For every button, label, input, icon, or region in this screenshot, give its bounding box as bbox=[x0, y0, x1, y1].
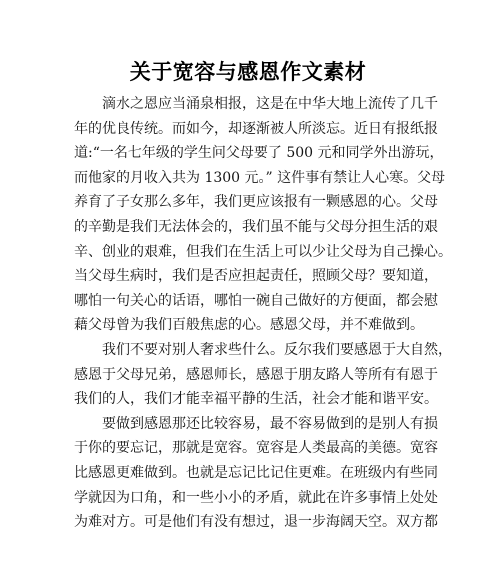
paragraph-line: 感恩于父母兄弟，感恩师长，感恩于朋友路人等所有有恩于 bbox=[74, 366, 438, 383]
paragraph-line: 养育了子女那么多年，我们更应该报有一颗感恩的心。父母 bbox=[74, 194, 438, 211]
document-body bbox=[74, 92, 452, 535]
paragraph-line: 比感恩更难做到。也就是忘记比记住更难。在班级内有些同 bbox=[74, 464, 438, 481]
paragraph-line: 年的优良传统。而如今，却逐渐被人所淡忘。近日有报纸报 bbox=[74, 120, 438, 137]
paragraph-line: 辛、创业的艰难，但我们在生活上可以少让父母为自己操心。 bbox=[74, 243, 452, 260]
paragraph-line: 要做到感恩那还比较容易，最不容易做到的是别人有损 bbox=[102, 415, 438, 432]
paragraph-line: 我们的人，我们才能幸福平静的生活，社会才能和谐平安。 bbox=[74, 391, 438, 408]
page-title: 关于宽容与感恩作文素材 bbox=[129, 59, 367, 84]
paragraph-line: 哪怕一句关心的话语，哪怕一碗自己做好的方便面，都会慰 bbox=[74, 292, 438, 309]
paragraph-line: 滴水之恩应当涌泉相报，这是在中华大地上流传了几千 bbox=[102, 96, 438, 112]
paragraph-line: 而他家的月收入共为 1300 元。” 这件事有禁让人心寒。父母 bbox=[74, 169, 446, 186]
paragraph-line: 藉父母曾为我们百般焦虑的心。感恩父母，并不难做到。 bbox=[74, 317, 424, 334]
paragraph-line: 道:“一名七年级的学生问父母要了 500 元和同学外出游玩， bbox=[74, 145, 444, 162]
paragraph-line: 为难对方。可是他们有没有想过，退一步海阔天空。双方都 bbox=[74, 514, 438, 531]
paragraph-line: 我们不要对别人奢求些什么。反尔我们要感恩于大自然， bbox=[102, 341, 452, 358]
paragraph-line: 学就因为口角，和一些小小的矛盾，就此在许多事情上处处 bbox=[74, 489, 438, 506]
paragraph-line: 当父母生病时，我们是否应担起责任，照顾父母？要知道， bbox=[74, 268, 438, 285]
paragraph-line: 于你的要忘记，那就是宽容。宽容是人类最高的美德。宽容 bbox=[74, 440, 438, 457]
paragraph-line: 的辛勤是我们无法体会的，我们虽不能与父母分担生活的艰 bbox=[74, 218, 438, 235]
